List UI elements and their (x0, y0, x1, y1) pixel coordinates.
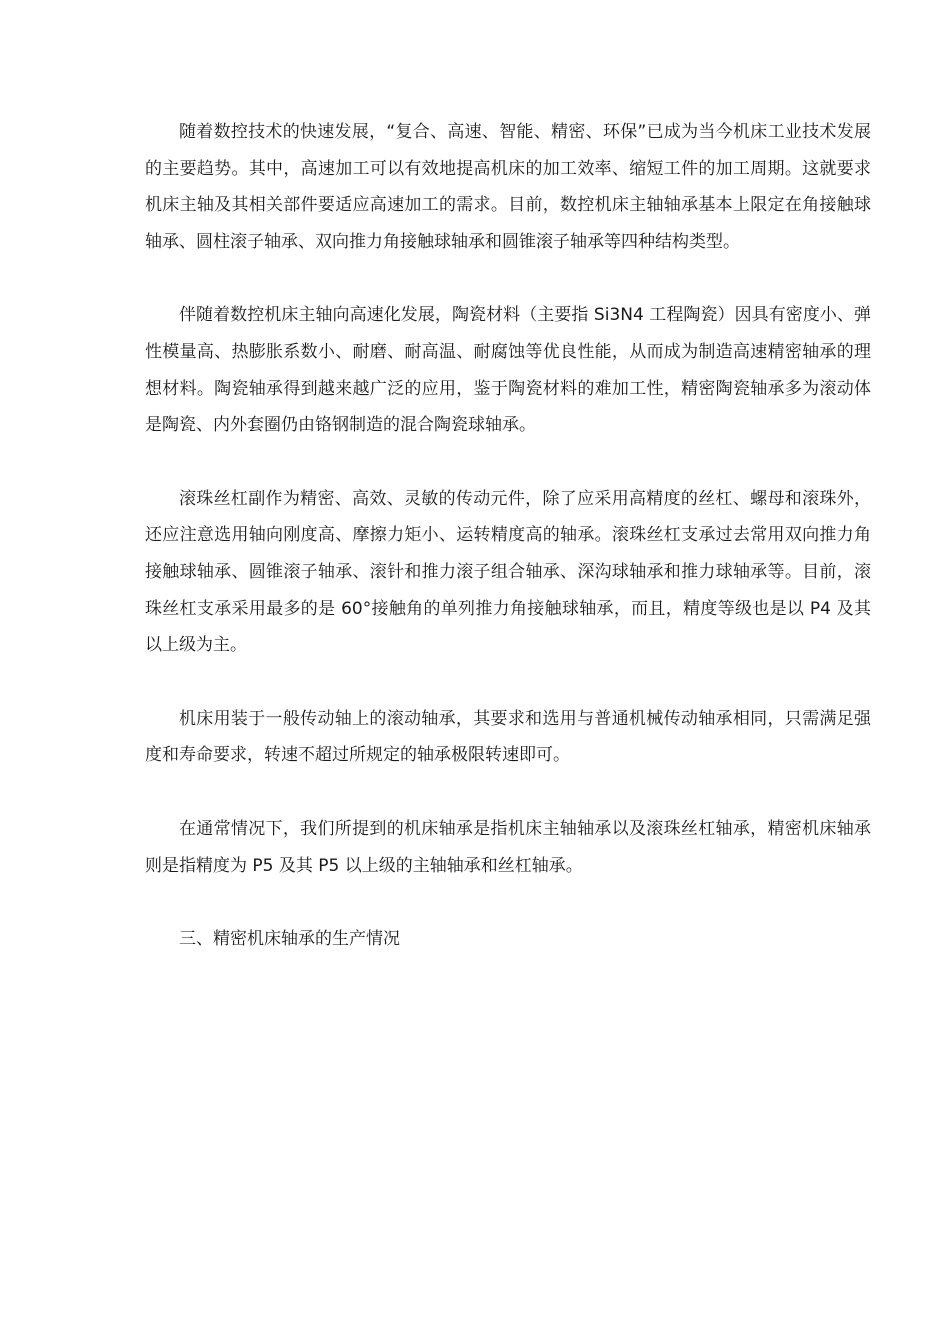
document-body (145, 114, 871, 995)
paragraph-transmission-shaft-bearings: 机床用装于一般传动轴上的滚动轴承，其要求和选用与普通机械传动轴承相同，只需满足强度和寿命要求，转速不超过所规定的轴承极限转速即可。 (145, 708, 871, 766)
paragraph-precision-definition: 在通常情况下，我们所提到的机床轴承是指机床主轴轴承以及滚珠丝杠轴承，精密机床轴承则是指精度为 P5 及其 P5 以上级的主轴轴承和丝杠轴承。 (145, 818, 871, 876)
paragraph-spindle-bearing-trends: 随着数控技术的快速发展，“复合、高速、智能、精密、环保”已成为当今机床工业技术发展的主要趋势。其中，高速加工可以有效地提高机床的加工效率、缩短工件的加工周期。这就要求机床主轴及其相关部件要适应高速加工的需求。目前，数控机床主轴轴承基本上限定在角接触球轴承、圆柱滚子轴承、双向推力角接触球轴承和圆锥滚子轴承等四种结构类型。 (145, 122, 871, 252)
section-heading: 三、精密机床轴承的生产情况 (179, 929, 400, 950)
paragraph-ball-screw-support: 滚珠丝杠副作为精密、高效、灵敏的传动元件，除了应采用高精度的丝杠、螺母和滚珠外，还应注意选用轴向刚度高、摩擦力矩小、运转精度高的轴承。滚珠丝杠支承过去常用双向推力角接触球轴承、圆锥滚子轴承、滚针和推力滚子组合轴承、深沟球轴承和推力球轴承等。目前，滚珠丝杠支承采用最多的是 60°接触角的单列推力角接触球轴承，而且，精度等级也是以 P4 及其以上级为主。 (145, 488, 871, 656)
paragraph-ceramic-bearings: 伴随着数控机床主轴向高速化发展，陶瓷材料（主要指 Si3N4 工程陶瓷）因具有密度小、弹性模量高、热膨胀系数小、耐磨、耐高温、耐腐蚀等优良性能，从而成为制造高速精密轴承的理想材料。陶瓷轴承得到越来越广泛的应用，鉴于陶瓷材料的难加工性，精密陶瓷轴承多为滚动体是陶瓷、内外套圈仍由铬钢制造的混合陶瓷球轴承。 (145, 305, 871, 436)
